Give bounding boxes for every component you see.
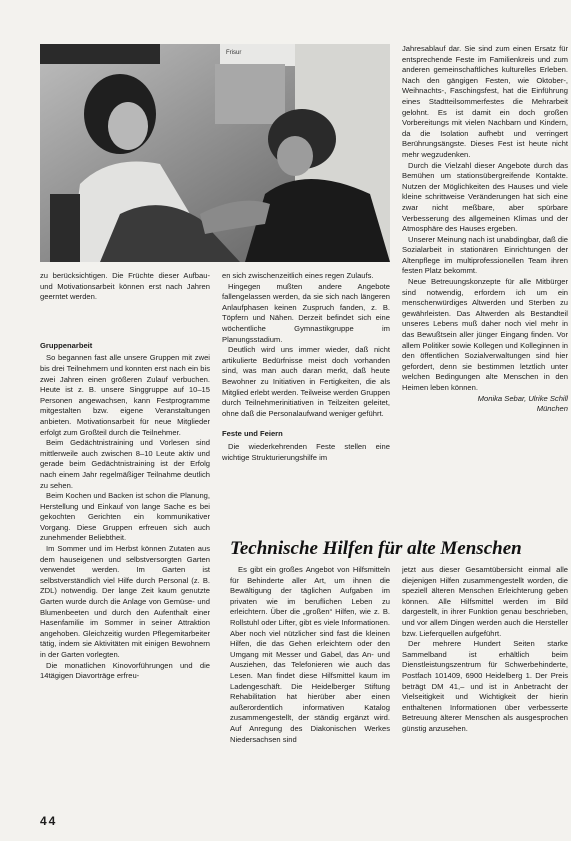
right-column (402, 44, 568, 415)
author-signature: Monika Sebar, Ulrike Schill (477, 393, 568, 403)
paragraph: jetzt aus dieser Gesamtübersicht einmal alle diejenigen Hilfen zusammengestellt worden, die speziell älteren Menschen Erleichterung geben können. Alle Hilfsmittel werden im Bild dargestellt, in ihrer Funktion genau beschrieben, und vor allem Dingen werden auch die Hersteller bzw. Lieferquellen aufgeführt. (402, 565, 568, 638)
paragraph: en sich zwischenzeitlich eines regen Zulaufs. (222, 271, 374, 280)
paragraph: Im Sommer und im Herbst können Zutaten aus dem hauseigenen und selbstversorgten Garten verwendet werden. Im Garten ist selbstverständlich viel Hilfe durch Personal (z. B. ZDL) notwendig. Der lange Zeit kaum genutzte Garten wurde durch die Anlage von Gemüse- und Blumenbeeten und durch den Aufenthalt einer Hasenfamilie im Sommer in seiner Attraktion angehoben. Gleichzeitig wurden Pflegemitarbeiter tätig, indem sie Aktivitäten mit einigen Bewohnern in der Garten vorlegten. (40, 544, 210, 659)
paragraph: zu berücksichtigen. Die Früchte dieser Aufbau- und Motivationsarbeit können erst nach Jahren geerntet werden. (40, 271, 210, 302)
left-column (40, 271, 210, 682)
photo-sign-text: Frisur (226, 50, 242, 56)
paragraph: Unserer Meinung nach ist unabdingbar, daß die Sozialarbeit in stationären Einrichtungen der Altenpflege im multiprofessionellen Team ihren festen Platz bekommt. (402, 234, 568, 276)
section-heading-gruppenarbeit: Gruppenarbeit (40, 340, 93, 350)
article2-column-2 (402, 565, 568, 735)
section-heading-feste: Feste und Feiern (222, 429, 283, 439)
paragraph: Die monatlichen Kinovorführungen und die 14tägigen Diavorträge erfreu- (40, 660, 210, 681)
photo-icon (40, 44, 390, 262)
article-photo (40, 44, 390, 262)
middle-column (222, 271, 390, 463)
paragraph: Durch die Vielzahl dieser Angebote durch das Bemühen um stationsübergreifende Kontakte. Nutzen der Möglichkeiten des Hauses und viele kleine schrittweise Veränderungen hat sich eine zwar nicht meßbare, aber spürbare Verbesserung des allgemeinen Klimas und der Atmosphäre des Hauses ergeben. (402, 160, 568, 234)
paragraph: Beim Kochen und Backen ist schon die Planung, Herstellung und Einkauf von lange Sache es bei gekochten Gerichten ein kommunikativer Vorgang. Diese Gruppen erfreuen sich auch zunehmender Beliebtheit. (40, 491, 210, 543)
paragraph: Neue Betreuungskonzepte für alle Mitbürger sind notwendig, erfordern ich um ein menschenwürdiges Altwerden und Sterben zu gewährleisten. Das Altwerden als Bestandteil unseres Lebens muß daher noch viel mehr in das Bewußtsein aller jünger Eingang finden. Vor allem Politiker sowie Kollegen und Kolleginnen in den öffentlichen Sozialverwaltungen sind hier gefordert, denn sie bestimmen letztlich unter welchen Bedingungen alte Menschen in den Heimen leben können. (402, 277, 568, 392)
page-number: 44 (40, 814, 58, 828)
paragraph: So begannen fast alle unsere Gruppen mit zwei bis drei Teilnehmern und konnten erst nach ein bis zwei Jahren einen größeren Zulauf verbuchen. Heute ist z. B. unsere Singgruppe auf 10–15 Personen angewachsen, kann Festprogramme mitgestalten bzw. eigene Veranstaltungen anbieten. Motivationsarbeit für neue Mitglieder erfolgt zum Großteil durch die Teilnehmer. (40, 353, 210, 437)
paragraph: Hingegen mußten andere Angebote fallengelassen werden, da sie sich nach längeren Anlaufphasen keinen Zuspruch fanden, z. B. Töpfern und Nähen. Derzeit befindet sich eine wöchentliche Gymnastikgruppe im Planungsstadium. (222, 281, 390, 344)
paragraph: Deutlich wird uns immer wieder, daß nicht artikulierte Bedürfnisse meist doch vorhanden sind, was man auch daran merkt, daß heute Bewohner zu Initiativen in Fertigkeiten, die als Mitglied erlebt werden. Teilweise werden Gruppen durch Teilnehmerinitiativen in Teilzeiten geleitet, ohne daß die Personalaufwand weniger geführt. (222, 345, 390, 418)
author-city: München (536, 404, 568, 414)
paragraph: Jahresablauf dar. Sie sind zum einen Ersatz für entsprechende Feste im Familienkreis und zum anderen gemeinschaftliches kulturelles Erleben. Nach den gängigen Festen, wie Oktober-, Weihnachts-, Faschingsfest, hat die Einführung eines Stadtteilsommerfestes die Mehrarbeit gelohnt. Es ist damit ein doch großen Vorbereitungs mit vielen Nachbarn und Kindern, da die Isolation aufhebt und verringert Berührungsängste. Dieses Fest ist heute nicht mehr wegzudenken. (402, 44, 568, 159)
paragraph: Der mehrere Hundert Seiten starke Sammelband ist erhältlich beim Dienstleistungszentrum für Schwerbehinderte, Postfach 101409, 6900 Heidelberg 1. Der Preis beträgt DM 41,– und ist in Anbetracht der Vielseitigkeit und Wichtigkeit der hierin enthaltenen Informationen über verbesserte Betreuung älterer Menschen als ausgesprochen günstig anzusehen. (402, 639, 568, 733)
article2-column-1 (230, 565, 390, 745)
article-headline: Technische Hilfen für alte Menschen (230, 538, 522, 559)
paragraph: Die wiederkehrenden Feste stellen eine wichtige Strukturierungshilfe im (222, 441, 390, 462)
paragraph: Es gibt ein großes Angebot von Hilfsmitteln für Behinderte aller Art, um ihnen die Bewältigung der täglichen Aufgaben im privaten wie im beruflichen Leben zu erleichtern. Über die „großen“ Hilfen, wie z. B. Rollstuhl oder Lifter, gibt es viele Informationen. Aber noch viel nützlicher sind fast die kleinen Hilfen, die das Gehen erleichtern oder den Umgang mit Messer und Gabel, das An- und Ausziehen, das Telefonieren wie auch das Lesen. Man findet diese Hilfsmittel kaum im Ladengeschäft. Die Heidelberger Stiftung Rehabilitation hat hierüber aber einen außerordentlich informativen Katalog zusammengestellt, der ständig ergänzt wird. Auf Anregung des Diakonischen Werkes Niedersachsen sind (230, 565, 390, 744)
paragraph: Beim Gedächtnistraining und Vorlesen sind mittlerweile auch zwischen 8–10 Leute aktiv und gerade beim Gedächtnistraining ist der Erfolg nach einem Jahr regelmäßiger Teilnahme deutlich zu sehen. (40, 438, 210, 490)
